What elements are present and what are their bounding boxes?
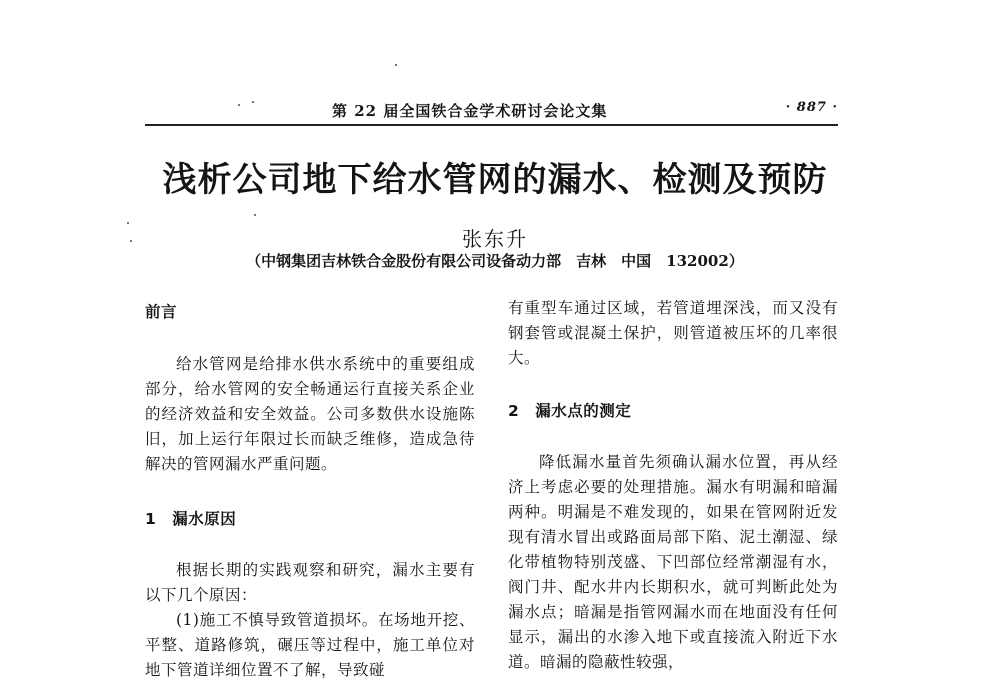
preface-paragraph: 给水管网是给排水供水系统中的重要组成部分，给水管网的安全畅通运行直接关系企业的经济效益和安全效益。公司多数供水设施陈旧，加上运行年限过长而缺乏维修，造成急待解决的管网漏水严重问题。 — [145, 355, 475, 473]
continued-paragraph: 有重型车通过区域，若管道埋深浅，而又没有钢套管或混凝土保护，则管道被压坏的几率很大。 — [508, 299, 838, 367]
paper-title: 浅析公司地下给水管网的漏水、检测及预防 — [162, 160, 828, 200]
scan-speck — [254, 214, 256, 216]
scan-speck — [127, 222, 129, 224]
section-2-heading: 2 漏水点的测定 — [508, 402, 632, 420]
section-1-heading: 1 漏水原因 — [145, 510, 237, 528]
scan-speck — [395, 64, 397, 66]
section-1-item-1: (1)施工不慎导致管道损坏。在场地开挖、平整、道路修筑，碾压等过程中，施工单位对地下管道详细位置不了解，导致碰 — [145, 611, 475, 679]
running-header — [145, 98, 838, 120]
section-2-paragraph: 降低漏水量首先须确认漏水位置，再从经济上考虑必要的处理措施。漏水有明漏和暗漏两种。明漏是不难发现的，如果在管网附近发现有清水冒出或路面局部下陷、泥土潮湿、绿化带植物特别茂盛、下凹部位经常潮湿有水，阀门井、配水井内长期积水，就可判断此处为漏水点；暗漏是指管网漏水而在地面没有任何显示，漏出的水渗入地下或直接流入附近下水道。暗漏的隐蔽性较强， — [508, 453, 838, 671]
header-rule — [145, 124, 838, 126]
preface-heading: 前言 — [145, 303, 178, 321]
conference-name: 第 22 届全国铁合金学术研讨会论文集 — [332, 102, 608, 120]
left-column — [145, 300, 475, 683]
section-1-intro: 根据长期的实践观察和研究，漏水主要有以下几个原因： — [145, 561, 475, 604]
scan-speck — [130, 240, 132, 242]
author-name: 张东升 — [462, 227, 528, 251]
right-column — [508, 296, 838, 675]
author-affiliation: （中钢集团吉林铁合金股份有限公司设备动力部 吉林 中国 132002） — [246, 252, 744, 270]
page-number: · 887 · — [785, 100, 838, 115]
